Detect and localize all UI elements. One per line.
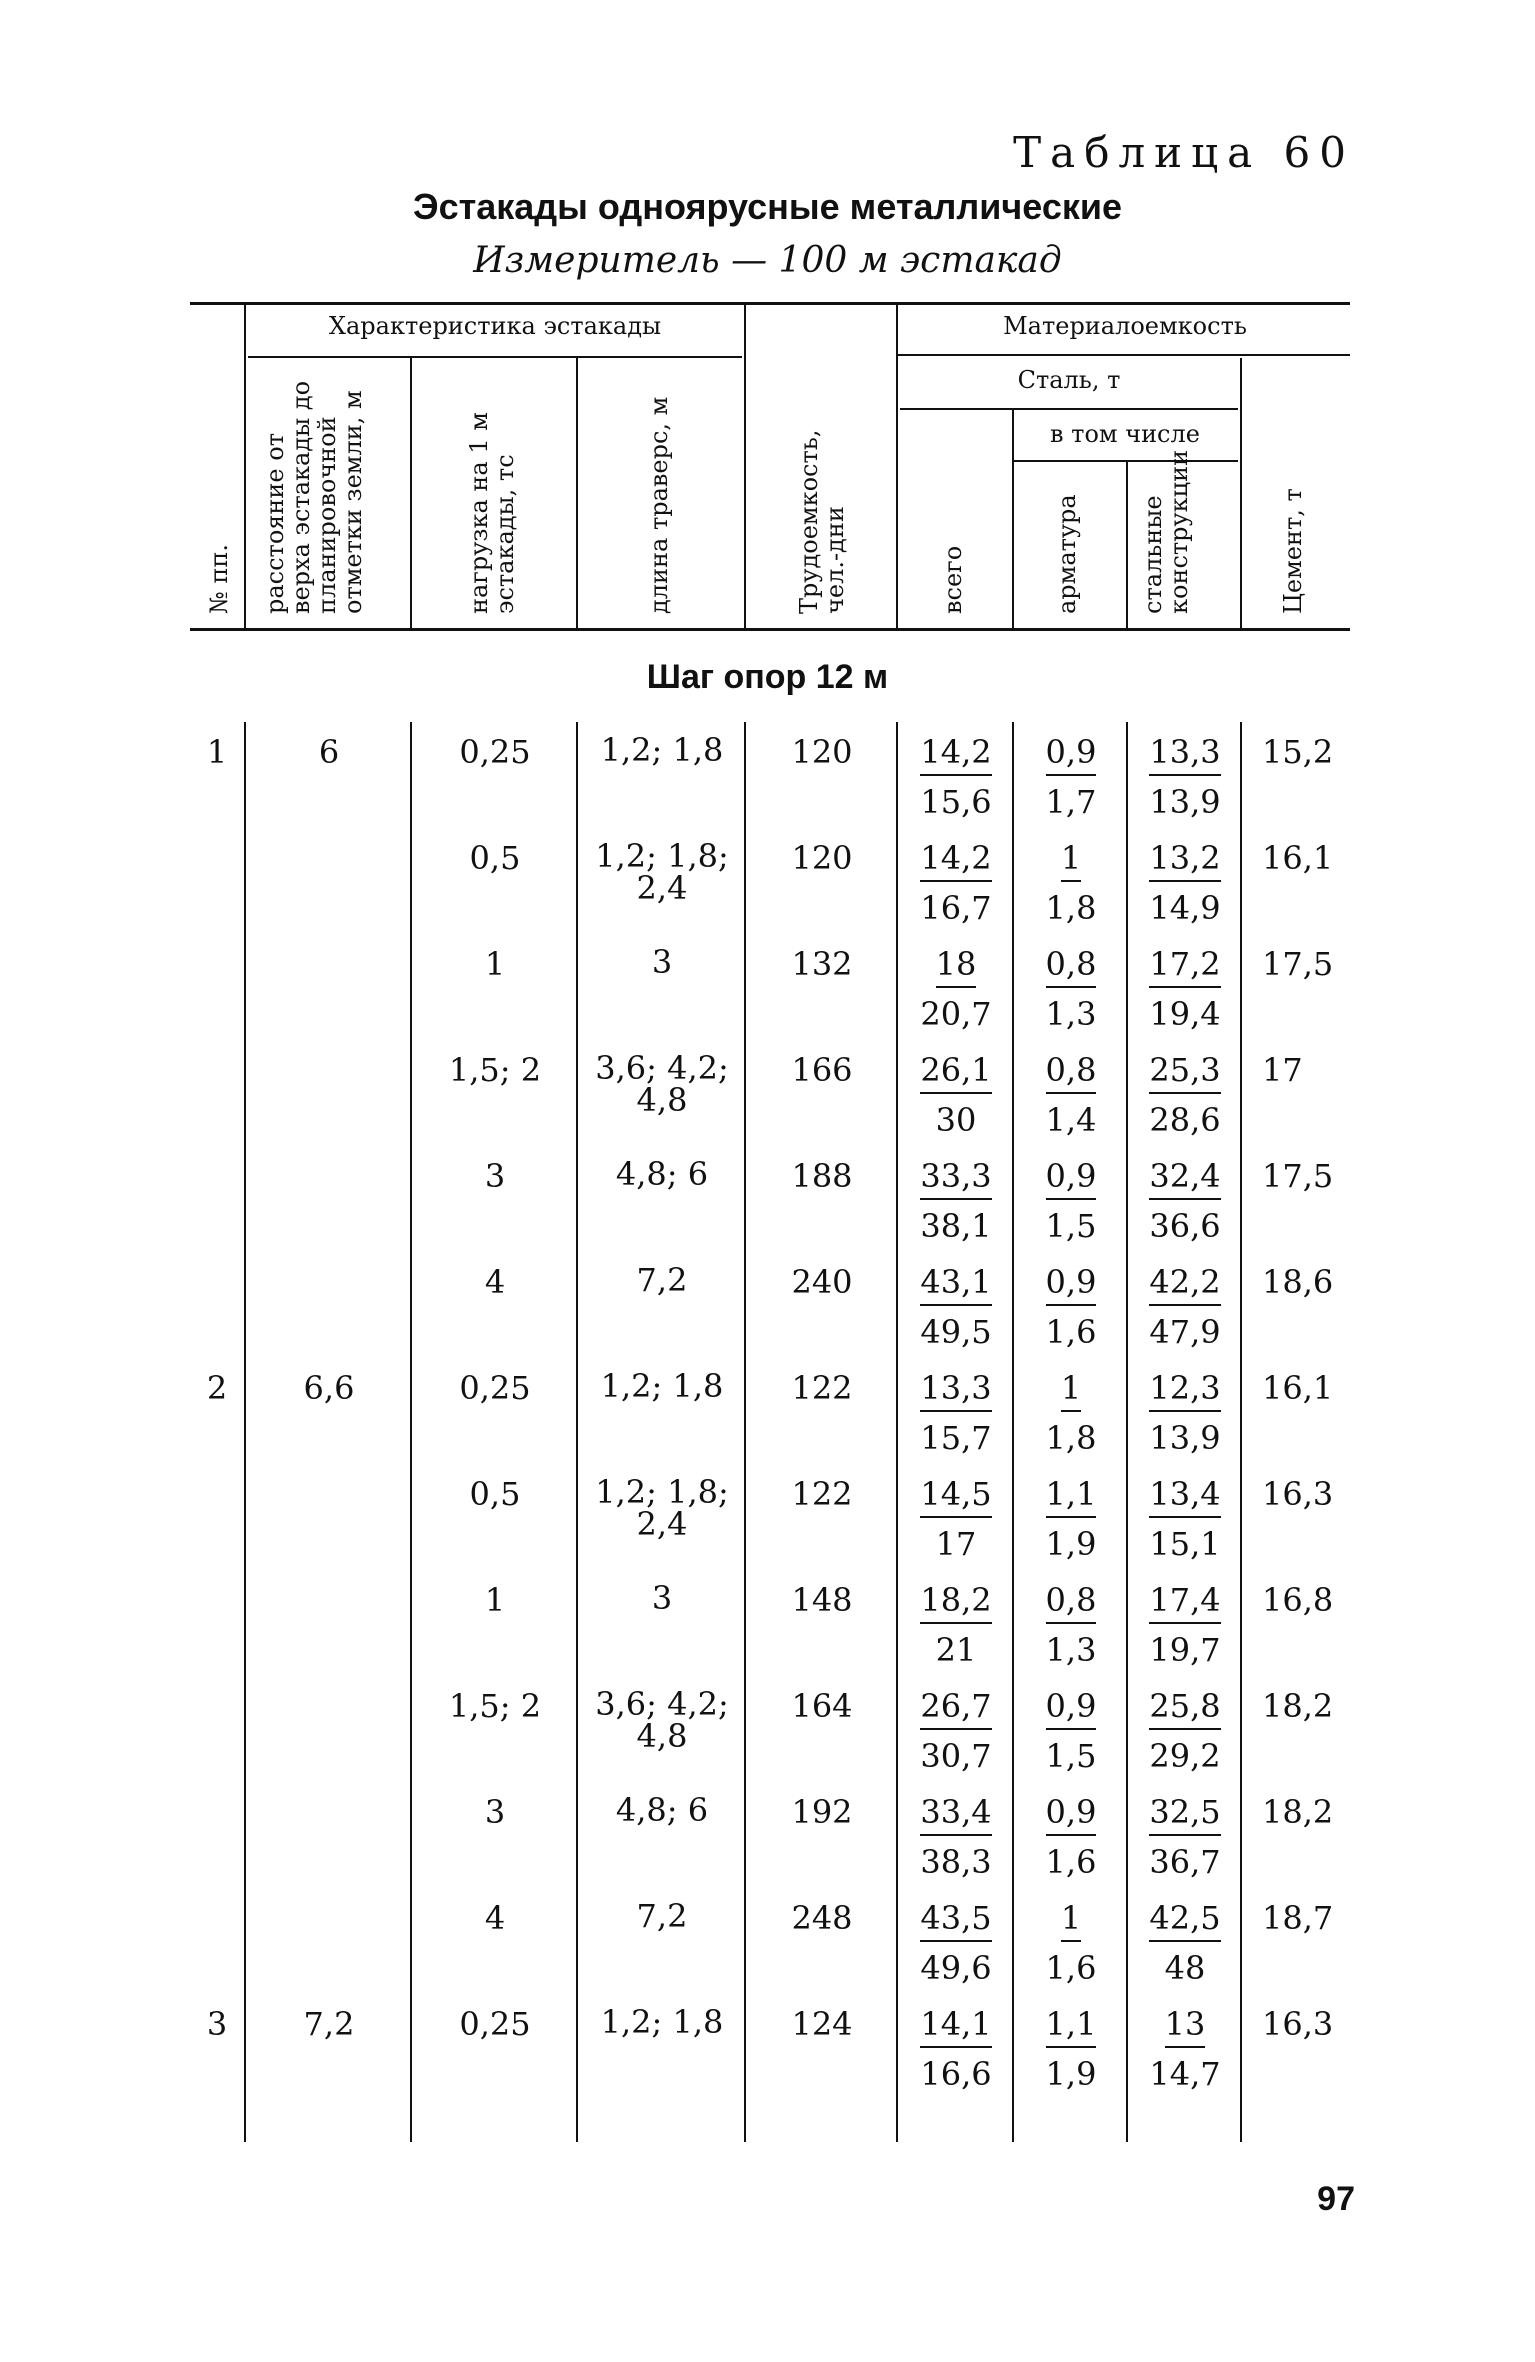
cell-struct-top: 17,2: [1149, 946, 1220, 988]
cell-struct-top: 13,3: [1149, 734, 1220, 776]
header-bottom-rule: [190, 628, 1350, 631]
cell-traverse: 1,2; 1,8; 2,4: [595, 1473, 729, 1543]
cell-rebar-bottom: 1,4: [1045, 1101, 1097, 1139]
cell-total-bottom: 49,6: [920, 1949, 992, 1987]
cell-labor: 240: [791, 1263, 853, 1301]
cell-total-top: 33,4: [920, 1794, 991, 1836]
cell-total-top: 26,1: [920, 1052, 991, 1094]
cell-load: 1,5; 2: [448, 1687, 542, 1725]
cell-cement: 17,5: [1262, 945, 1334, 983]
vline-traverse: [744, 304, 746, 628]
cell-cement: 17,5: [1262, 1157, 1334, 1195]
cell-height: 7,2: [303, 2005, 355, 2043]
cell-struct-top: 17,4: [1149, 1582, 1220, 1624]
vline-rebar: [1126, 462, 1128, 628]
cell-struct-bottom: 15,1: [1149, 1525, 1221, 1563]
cell-total-bottom: 49,5: [920, 1313, 992, 1351]
body-vline-labor: [896, 722, 898, 2142]
cell-load: 4: [484, 1263, 506, 1301]
header-height: расстояние от верха эстакады до планировочной отметки земли, м: [261, 380, 367, 614]
cell-struct-top: 32,4: [1149, 1158, 1220, 1200]
cell-total-bottom: 17: [935, 1525, 977, 1563]
vline-height: [410, 358, 412, 628]
cell-rebar-bottom: 1,5: [1045, 1737, 1097, 1775]
incl-rule: [1012, 460, 1238, 462]
cell-struct-bottom: 19,7: [1149, 1631, 1221, 1669]
cell-traverse: 3,6; 4,2; 4,8: [595, 1685, 729, 1755]
cell-struct-top: 42,2: [1149, 1264, 1220, 1306]
cell-traverse: 7,2: [636, 1897, 688, 1935]
cell-struct-bottom: 13,9: [1149, 783, 1221, 821]
characteristics-rule: [248, 356, 742, 358]
cell-labor: 164: [791, 1687, 853, 1725]
group-characteristics: Характеристика эстакады: [328, 312, 662, 340]
cell-labor: 120: [791, 733, 853, 771]
cell-total-bottom: 16,6: [920, 2055, 992, 2093]
vline-num: [244, 304, 246, 628]
cell-cement: 15,2: [1262, 733, 1334, 771]
cell-struct-bottom: 19,4: [1149, 995, 1221, 1033]
cell-rebar-bottom: 1,6: [1045, 1949, 1097, 1987]
group-steel: Сталь, т: [1017, 366, 1121, 394]
cell-rebar-top: 0,8: [1046, 1582, 1097, 1624]
cell-total-top: 13,3: [920, 1370, 991, 1412]
body-vline-struct: [1240, 722, 1242, 2142]
group-material: Материалоемкость: [1003, 312, 1247, 340]
cell-rebar-bottom: 1,9: [1045, 1525, 1097, 1563]
cell-struct-bottom: 13,9: [1149, 1419, 1221, 1457]
cell-struct-top: 12,3: [1149, 1370, 1220, 1412]
cell-total-top: 26,7: [920, 1688, 991, 1730]
cell-rebar-bottom: 1,8: [1045, 889, 1097, 927]
cell-traverse: 1,2; 1,8: [600, 731, 724, 769]
cell-rebar-top: 0,9: [1046, 1158, 1097, 1200]
cell-rebar-bottom: 1,8: [1045, 1419, 1097, 1457]
cell-total-bottom: 16,7: [920, 889, 992, 927]
cell-labor: 188: [791, 1157, 853, 1195]
vline-struct: [1240, 358, 1242, 628]
cell-rebar-bottom: 1,3: [1045, 995, 1097, 1033]
cell-rebar-bottom: 1,6: [1045, 1843, 1097, 1881]
cell-cement: 18,7: [1262, 1899, 1334, 1937]
cell-cement: 18,6: [1262, 1263, 1334, 1301]
material-rule: [898, 354, 1350, 356]
cell-load: 0,5: [469, 1475, 521, 1513]
cell-rebar-bottom: 1,5: [1045, 1207, 1097, 1245]
cell-struct-bottom: 36,7: [1149, 1843, 1221, 1881]
cell-load: 1: [484, 1581, 506, 1619]
cell-rebar-bottom: 1,6: [1045, 1313, 1097, 1351]
group-incl: в том числе: [1050, 420, 1200, 448]
cell-rebar-bottom: 1,7: [1045, 783, 1097, 821]
vline-load: [576, 358, 578, 628]
cell-total-top: 33,3: [920, 1158, 991, 1200]
cell-total-top: 14,1: [920, 2006, 991, 2048]
cell-cement: 18,2: [1262, 1793, 1334, 1831]
cell-total-bottom: 30: [935, 1101, 977, 1139]
cell-cement: 17: [1262, 1051, 1303, 1089]
cell-load: 3: [484, 1157, 506, 1195]
cell-struct-top: 42,5: [1149, 1900, 1220, 1942]
cell-rebar-top: 0,9: [1046, 1688, 1097, 1730]
cell-load: 3: [484, 1793, 506, 1831]
cell-traverse: 4,8; 6: [615, 1791, 709, 1829]
cell-rebar-bottom: 1,3: [1045, 1631, 1097, 1669]
cell-total-bottom: 15,6: [920, 783, 992, 821]
cell-rebar-top: 0,8: [1046, 1052, 1097, 1094]
cell-total-top: 18,2: [920, 1582, 991, 1624]
cell-total-bottom: 30,7: [920, 1737, 992, 1775]
cell-rebar-top: 0,9: [1046, 734, 1097, 776]
table-title: Эстакады одноярусные металлические: [412, 186, 1123, 227]
cell-struct-bottom: 28,6: [1149, 1101, 1221, 1139]
body-vline-load: [576, 722, 578, 2142]
page-number: 97: [1317, 2180, 1355, 2218]
cell-rebar-top: 1,1: [1046, 1476, 1097, 1518]
cell-struct-top: 32,5: [1149, 1794, 1220, 1836]
cell-height: 6: [318, 733, 340, 771]
table-subtitle: Измеритель — 100 м эстакад: [473, 240, 1062, 281]
cell-labor: 166: [791, 1051, 853, 1089]
cell-labor: 248: [791, 1899, 853, 1937]
table-label: Таблица 60: [1013, 128, 1355, 177]
cell-cement: 16,1: [1262, 1369, 1334, 1407]
cell-cement: 16,8: [1262, 1581, 1334, 1619]
cell-labor: 132: [791, 945, 853, 983]
cell-total-top: 18: [936, 946, 977, 988]
cell-struct-top: 25,8: [1149, 1688, 1220, 1730]
cell-traverse: 1,2; 1,8; 2,4: [595, 837, 729, 907]
cell-labor: 122: [791, 1475, 853, 1513]
cell-load: 0,25: [459, 733, 531, 771]
header-load: нагрузка на 1 м эстакады, тс: [465, 412, 519, 614]
cell-traverse: 4,8; 6: [615, 1155, 709, 1193]
cell-traverse: 1,2; 1,8: [600, 2003, 724, 2041]
header-num: № пп.: [205, 544, 233, 614]
cell-height: 6,6: [303, 1369, 355, 1407]
cell-labor: 122: [791, 1369, 853, 1407]
cell-labor: 120: [791, 839, 853, 877]
cell-cement: 16,1: [1262, 839, 1334, 877]
header-top-rule: [190, 302, 1350, 305]
cell-struct-bottom: 29,2: [1149, 1737, 1221, 1775]
cell-num: 3: [206, 2005, 228, 2043]
cell-traverse: 3: [651, 943, 673, 981]
cell-total-top: 43,1: [920, 1264, 991, 1306]
cell-rebar-top: 1: [1061, 840, 1081, 882]
cell-rebar-bottom: 1,9: [1045, 2055, 1097, 2093]
cell-struct-bottom: 36,6: [1149, 1207, 1221, 1245]
cell-struct-top: 13,4: [1149, 1476, 1220, 1518]
cell-struct-bottom: 14,9: [1149, 889, 1221, 927]
cell-struct-top: 13: [1165, 2006, 1206, 2048]
cell-total-top: 14,2: [920, 734, 991, 776]
cell-total-top: 14,2: [920, 840, 991, 882]
cell-rebar-top: 0,9: [1046, 1794, 1097, 1836]
cell-load: 0,25: [459, 1369, 531, 1407]
cell-total-bottom: 15,7: [920, 1419, 992, 1457]
cell-load: 0,5: [469, 839, 521, 877]
cell-cement: 16,3: [1262, 1475, 1334, 1513]
cell-struct-bottom: 48: [1164, 1949, 1206, 1987]
cell-total-top: 14,5: [920, 1476, 991, 1518]
cell-labor: 148: [791, 1581, 853, 1619]
cell-rebar-top: 0,8: [1046, 946, 1097, 988]
vline-labor: [896, 304, 898, 628]
steel-rule: [900, 408, 1238, 410]
body-vline-num: [244, 722, 246, 2142]
cell-load: 0,25: [459, 2005, 531, 2043]
cell-cement: 18,2: [1262, 1687, 1334, 1725]
header-cement: Цемент, т: [1279, 488, 1307, 614]
cell-load: 1,5; 2: [448, 1051, 542, 1089]
cell-num: 1: [206, 733, 228, 771]
header-labor: Трудоемкость, чел.-дни: [795, 429, 849, 614]
header-total: всего: [939, 545, 967, 614]
cell-traverse: 7,2: [636, 1261, 688, 1299]
cell-struct-bottom: 47,9: [1149, 1313, 1221, 1351]
section-title: Шаг опор 12 м: [646, 658, 889, 696]
cell-struct-bottom: 14,7: [1149, 2055, 1221, 2093]
cell-total-top: 43,5: [920, 1900, 991, 1942]
cell-labor: 124: [791, 2005, 853, 2043]
cell-total-bottom: 38,1: [920, 1207, 992, 1245]
cell-total-bottom: 21: [935, 1631, 977, 1669]
cell-traverse: 3: [651, 1579, 673, 1617]
cell-load: 1: [484, 945, 506, 983]
cell-cement: 16,3: [1262, 2005, 1334, 2043]
cell-rebar-top: 1,1: [1046, 2006, 1097, 2048]
body-vline-height: [410, 722, 412, 2142]
body-vline-rebar: [1126, 722, 1128, 2142]
cell-traverse: 3,6; 4,2; 4,8: [595, 1049, 729, 1119]
cell-rebar-top: 0,9: [1046, 1264, 1097, 1306]
cell-traverse: 1,2; 1,8: [600, 1367, 724, 1405]
header-traverse: длина траверс, м: [645, 396, 673, 614]
cell-total-bottom: 20,7: [920, 995, 992, 1033]
body-vline-total: [1012, 722, 1014, 2142]
header-struct: стальные конструкции: [1139, 449, 1193, 614]
cell-labor: 192: [791, 1793, 853, 1831]
cell-total-bottom: 38,3: [920, 1843, 992, 1881]
cell-rebar-top: 1: [1061, 1370, 1081, 1412]
body-vline-traverse: [744, 722, 746, 2142]
cell-load: 4: [484, 1899, 506, 1937]
cell-rebar-top: 1: [1061, 1900, 1081, 1942]
cell-num: 2: [206, 1369, 228, 1407]
cell-struct-top: 25,3: [1149, 1052, 1220, 1094]
header-rebar: арматура: [1053, 494, 1081, 614]
cell-struct-top: 13,2: [1149, 840, 1220, 882]
